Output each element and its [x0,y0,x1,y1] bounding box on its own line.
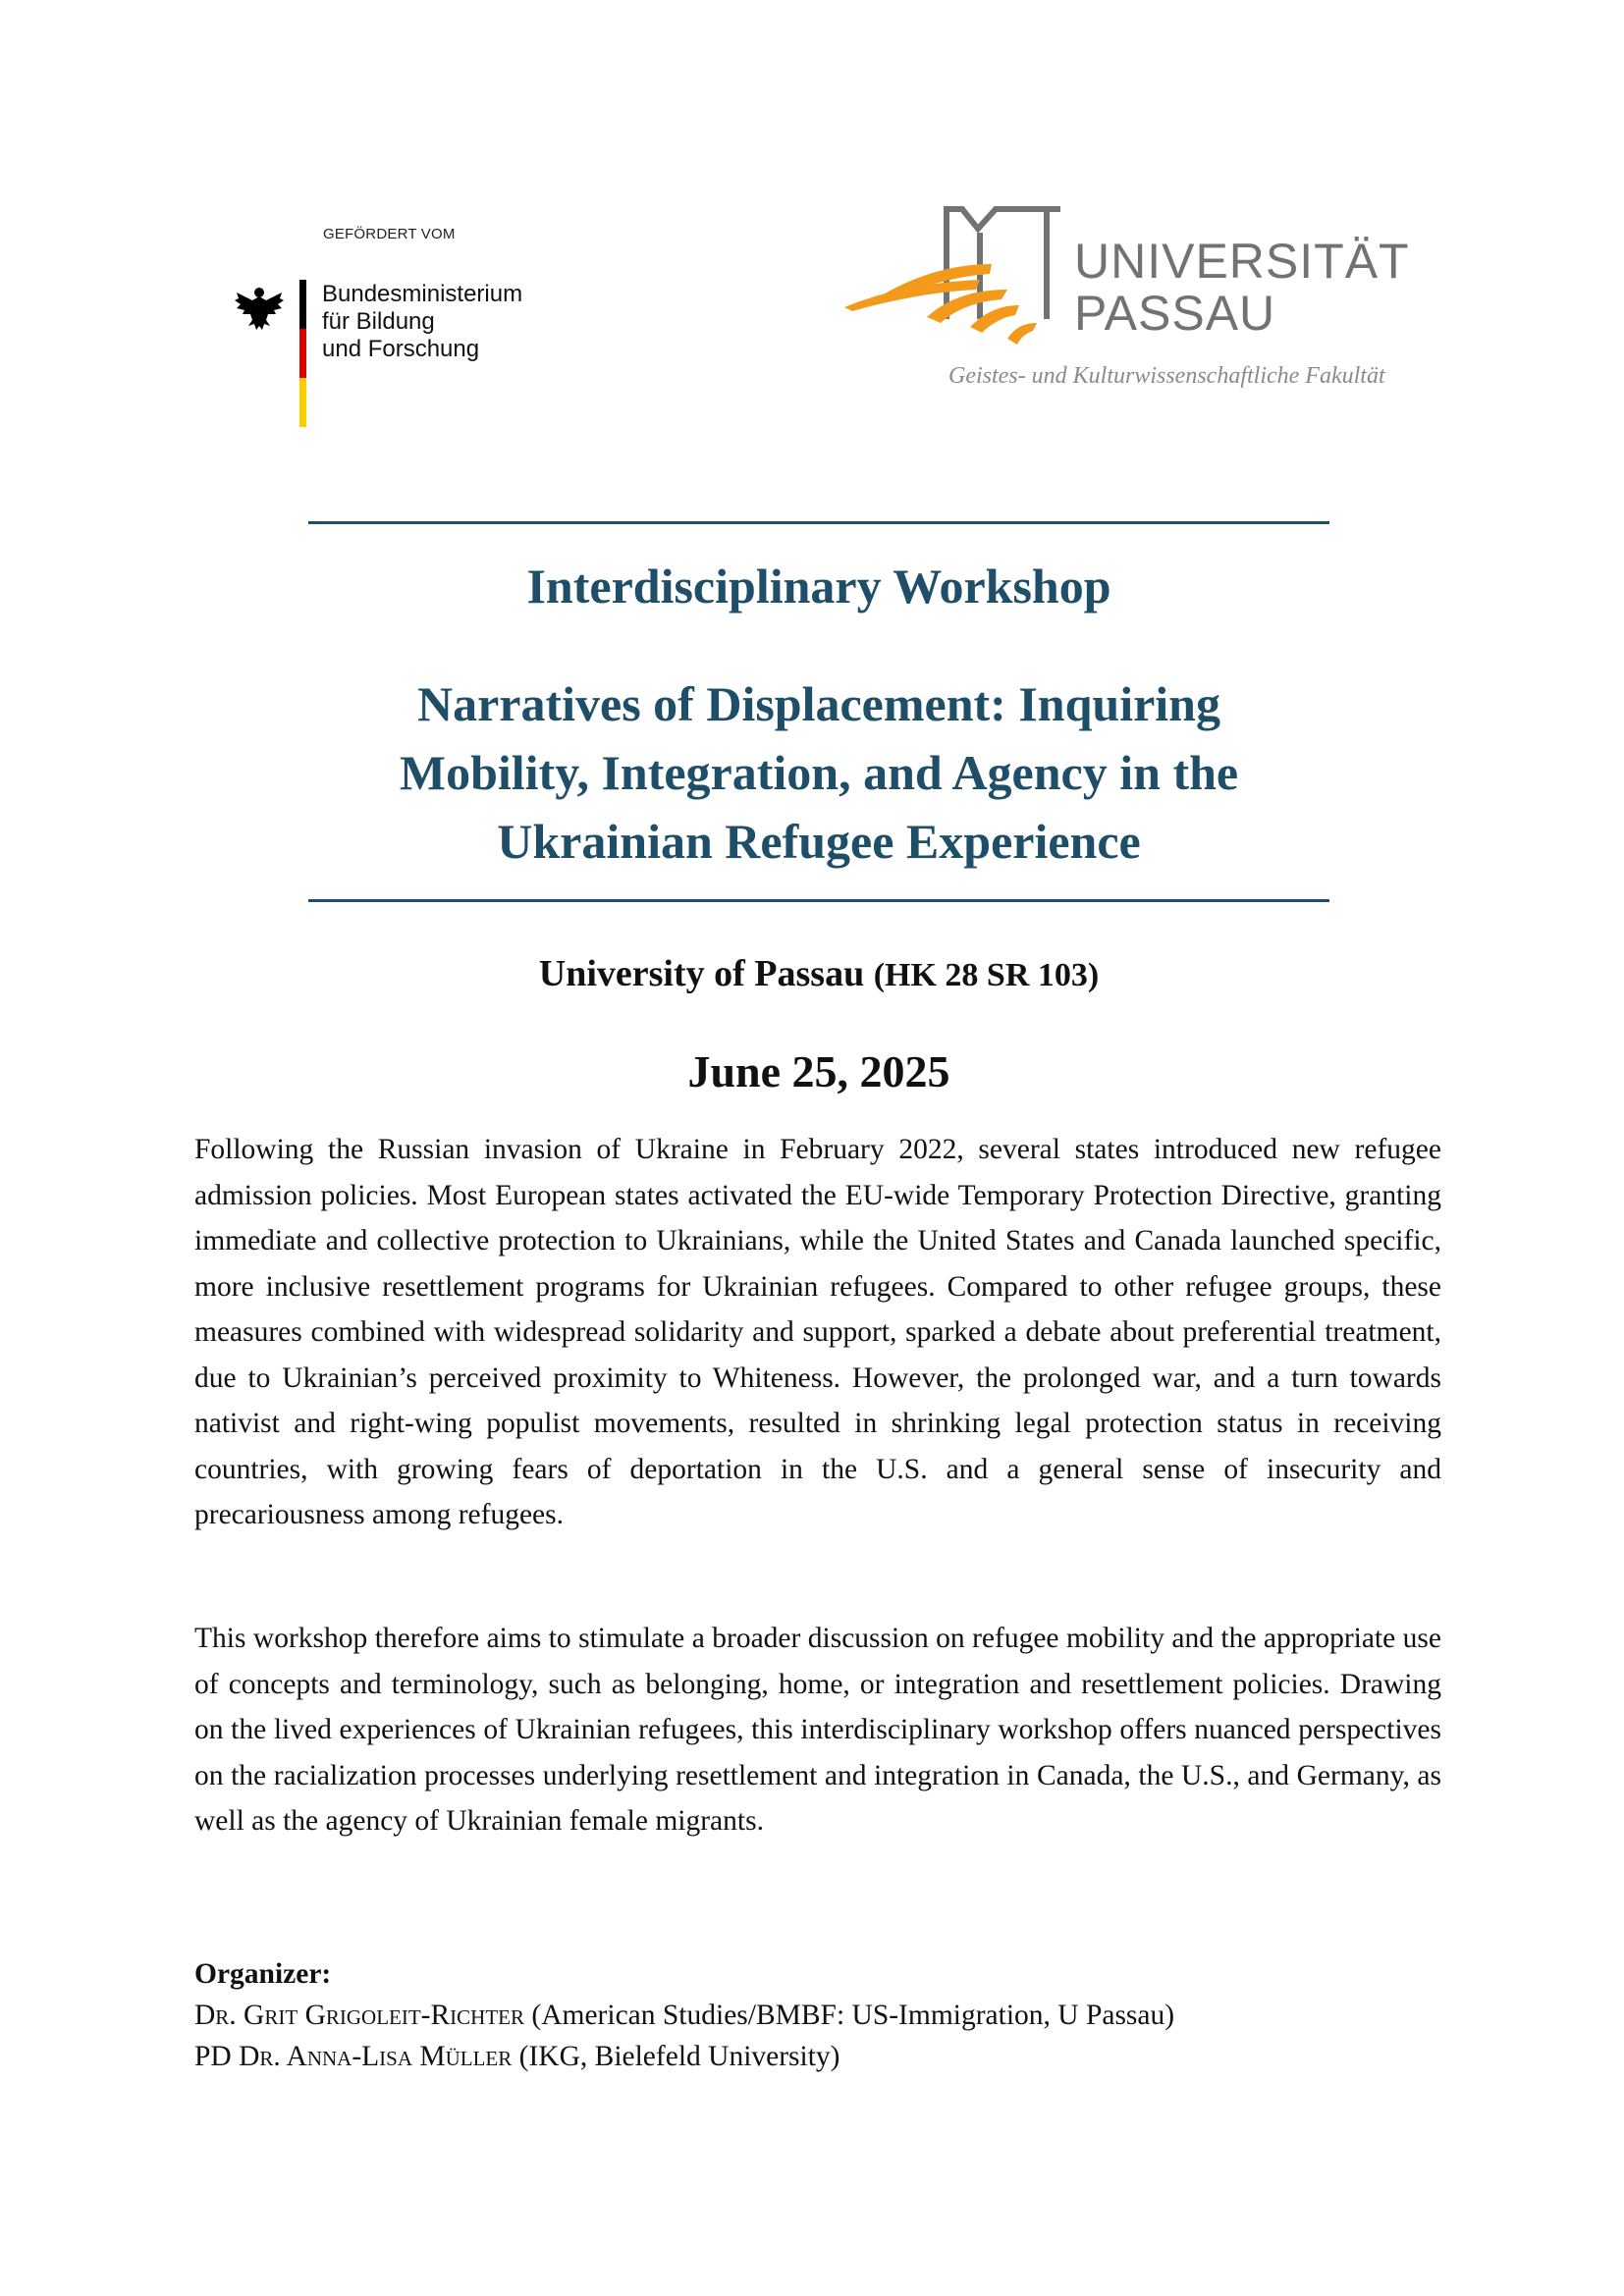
header-top-rule [308,521,1329,524]
title-line: Narratives of Displacement: Inquiring [417,676,1220,731]
venue-room: (HK 28 SR 103) [873,957,1100,993]
ministry-name-line: für Bildung [322,308,435,335]
flag-red-stripe [299,329,306,378]
federal-eagle-icon [233,283,286,336]
organizer-affiliation: (IKG, Bielefeld University) [518,2041,840,2072]
university-name-line: PASSAU [1074,286,1276,341]
university-name-line: UNIVERSITÄT [1074,234,1410,289]
title-line: Mobility, Integration, and Agency in the [399,745,1239,800]
event-date: June 25, 2025 [687,1046,950,1096]
flag-gold-stripe [299,378,306,427]
funder-caption: GEFÖRDERT VOM [323,226,456,242]
organizer-label: Organizer: [194,1958,332,1990]
university-name [1074,236,1410,340]
flag-black-stripe [299,280,306,329]
venue-name: University of Passau [538,953,865,994]
faculty-name: Geistes- und Kulturwissenschaftliche Fakultät [948,363,1385,389]
organizer-entry [194,2036,1174,2077]
venue [210,952,1428,995]
organizers [194,1953,1174,2077]
ministry-name [322,281,522,363]
title-line: Ukrainian Refugee Experience [497,814,1141,869]
workshop-title [210,669,1428,876]
organizer-name: Dr. Grit Grigoleit-Richter [194,2000,525,2031]
description-paragraph: This workshop therefore aims to stimulate a broader discussion on refugee mobility and the appropriate use of concepts and terminology, such as belonging, home, or integration and resettlement policies. Drawing on the lived experiences of Ukrainian refugees, this interdisciplinary workshop offers nuanced perspectives on the racialization processes underlying resettlement and integration in Canada, the U.S., and Germany, as well as the agency of Ukrainian female migrants. [194,1623,1441,1837]
header-bottom-rule [308,899,1329,902]
ministry-name-line: Bundesministerium [322,281,523,307]
german-flag-bar [299,280,306,427]
swoosh-icon [844,264,1037,345]
university-logo-graphic [842,201,1060,358]
description-paragraph: Following the Russian invasion of Ukraine in February 2022, several states introduced new refugee admission policies. Most European states activated the EU-wide Temporary Protection Directive, granting immediate and collective protection to Ukrainians, while the United States and Canada launched specific, more inclusive resettlement programs for Ukrainian refugees. Compared to other refugee groups, these measures combined with widespread solidarity and support, sparked a debate about preferential treatment, due to Ukrainian’s perceived proximity to Whiteness. However, the prolonged war, and a turn towards nativist and right-wing populist movements, resulted in shrinking legal protection status in receiving countries, with growing fears of deportation in the U.S. and a general sense of insecurity and precariousness among refugees. [194,1134,1441,1530]
ministry-name-line: und Forschung [322,336,480,362]
organizer-affiliation: (American Studies/BMBF: US-Immigration, U Passau) [531,2000,1175,2031]
organizer-name: PD Dr. Anna-Lisa Müller [194,2041,513,2072]
organizer-entry [194,1995,1174,2036]
workshop-label: Interdisciplinary Workshop [526,559,1111,614]
